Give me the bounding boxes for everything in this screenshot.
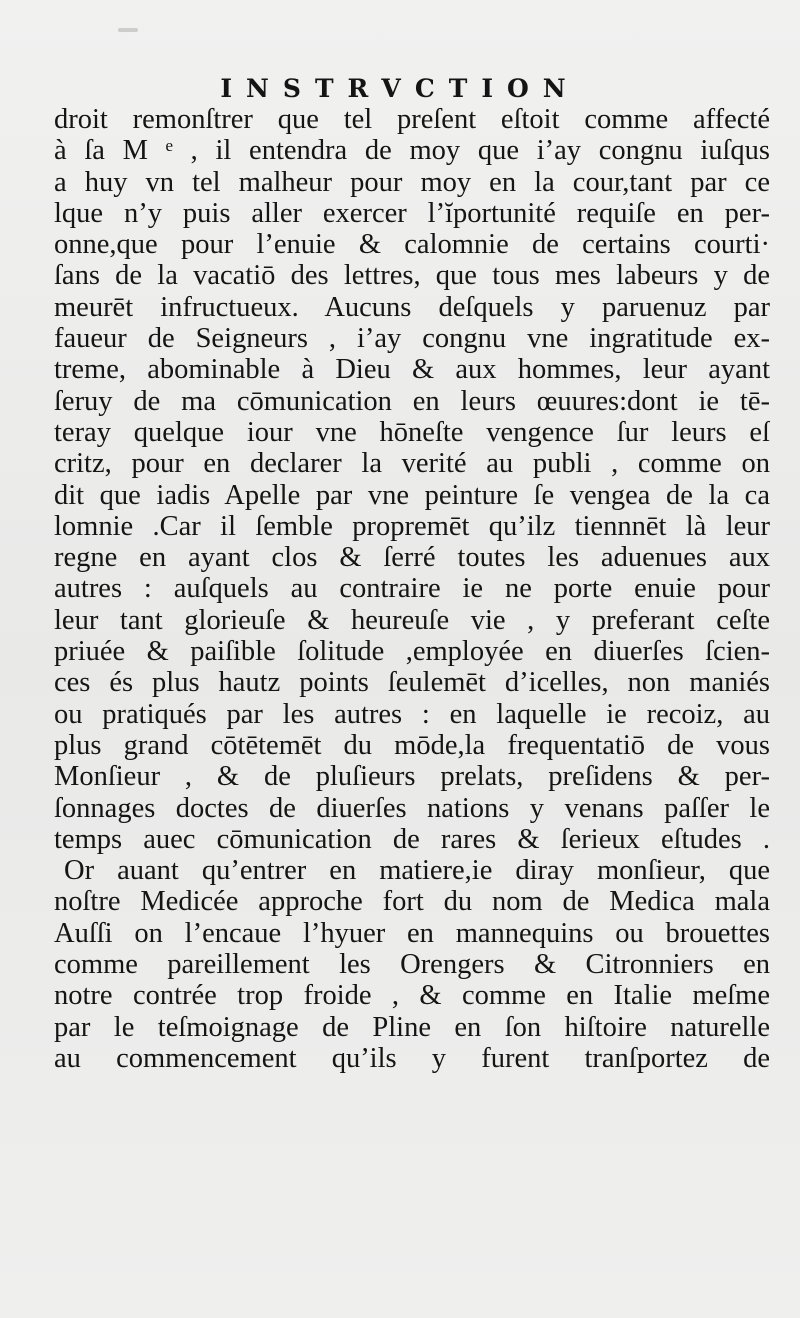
text-line: à ſa M ᵉ , il entendra de moy que i’ay congnu iuſqus xyxy=(54,135,770,167)
text-line: a huy vn tel malheur pour moy en la cour,tant par ce xyxy=(54,166,770,198)
text-line: notre contrée trop froide , & comme en Italie meſme xyxy=(54,980,770,1012)
text-line: comme pareillement les Orengers & Citronniers en xyxy=(54,949,770,981)
text-line: au commencement qu’ils y furent tranſportez de xyxy=(54,1042,770,1074)
text-line: regne en ayant clos & ſerré toutes les aduenues aux xyxy=(54,542,770,574)
text-line: faueur de Seigneurs , i’ay congnu vne ingratitude ex- xyxy=(54,323,770,355)
text-line: plus grand cōtētemēt du mōde,la frequentatiō de vous xyxy=(54,729,770,761)
paragraph-start-line: Or auant qu’entrer en matiere,ie diray monſieur, que xyxy=(64,855,770,887)
text-line: temps auec cōmunication de rares & ſerieux eſtudes . xyxy=(54,823,770,855)
text-line: treme, abominable à Dieu & aux hommes, leur ayant xyxy=(54,354,770,386)
text-line: critz, pour en declarer la verité au publi , comme on xyxy=(54,448,770,480)
text-line: priuée & paiſible ſolitude ,employée en diuerſes ſcien- xyxy=(54,636,770,668)
text-line: par le teſmoignage de Pline en ſon hiſtoire naturelle xyxy=(54,1011,770,1043)
text-line: ſonnages doctes de diuerſes nations y venans paſſer le xyxy=(54,792,770,824)
text-line: Auſſi on l’encaue l’hyuer en mannequins ou brouettes xyxy=(54,917,770,949)
text-line: lque n’y puis aller exercer l’ĭportunité requiſe en per- xyxy=(54,197,770,229)
body-text xyxy=(54,104,770,1074)
text-line: Monſieur , & de pluſieurs prelats, preſidens & per- xyxy=(54,761,770,793)
text-line: ſans de la vacatiō des lettres, que tous mes labeurs y de xyxy=(54,260,770,292)
text-line: teray quelque iour vne hōneſte vengence ſur leurs eſ xyxy=(54,416,770,448)
text-line: autres : auſquels au contraire ie ne porte enuie pour xyxy=(54,573,770,605)
text-line: onne,que pour l’enuie & calomnie de certains courti· xyxy=(54,229,770,261)
text-line: droit remonſtrer que tel preſent eſtoit comme affecté xyxy=(54,104,770,135)
running-head: INSTRVCTION xyxy=(220,74,580,103)
text-line: meurēt infructueux. Aucuns deſquels y paruenuz par xyxy=(54,291,770,323)
text-line: ces és plus hautz points ſeulemēt d’icelles, non maniés xyxy=(54,667,770,699)
text-line: ſeruy de ma cōmunication en leurs œuures:dont ie tē- xyxy=(54,385,770,417)
text-line: leur tant glorieuſe & heureuſe vie , y preferant ceſte xyxy=(54,604,770,636)
text-line: ou pratiqués par les autres : en laquelle ie recoiz, au xyxy=(54,698,770,730)
text-line: dit que iadis Apelle par vne peinture ſe vengea de la ca xyxy=(54,479,770,511)
text-line: lomnie .Car il ſemble propremēt qu’ilz tiennnēt là leur xyxy=(54,510,770,542)
text-line: noſtre Medicée approche fort du nom de Medica mala xyxy=(54,886,770,918)
ink-smudge xyxy=(118,28,138,32)
